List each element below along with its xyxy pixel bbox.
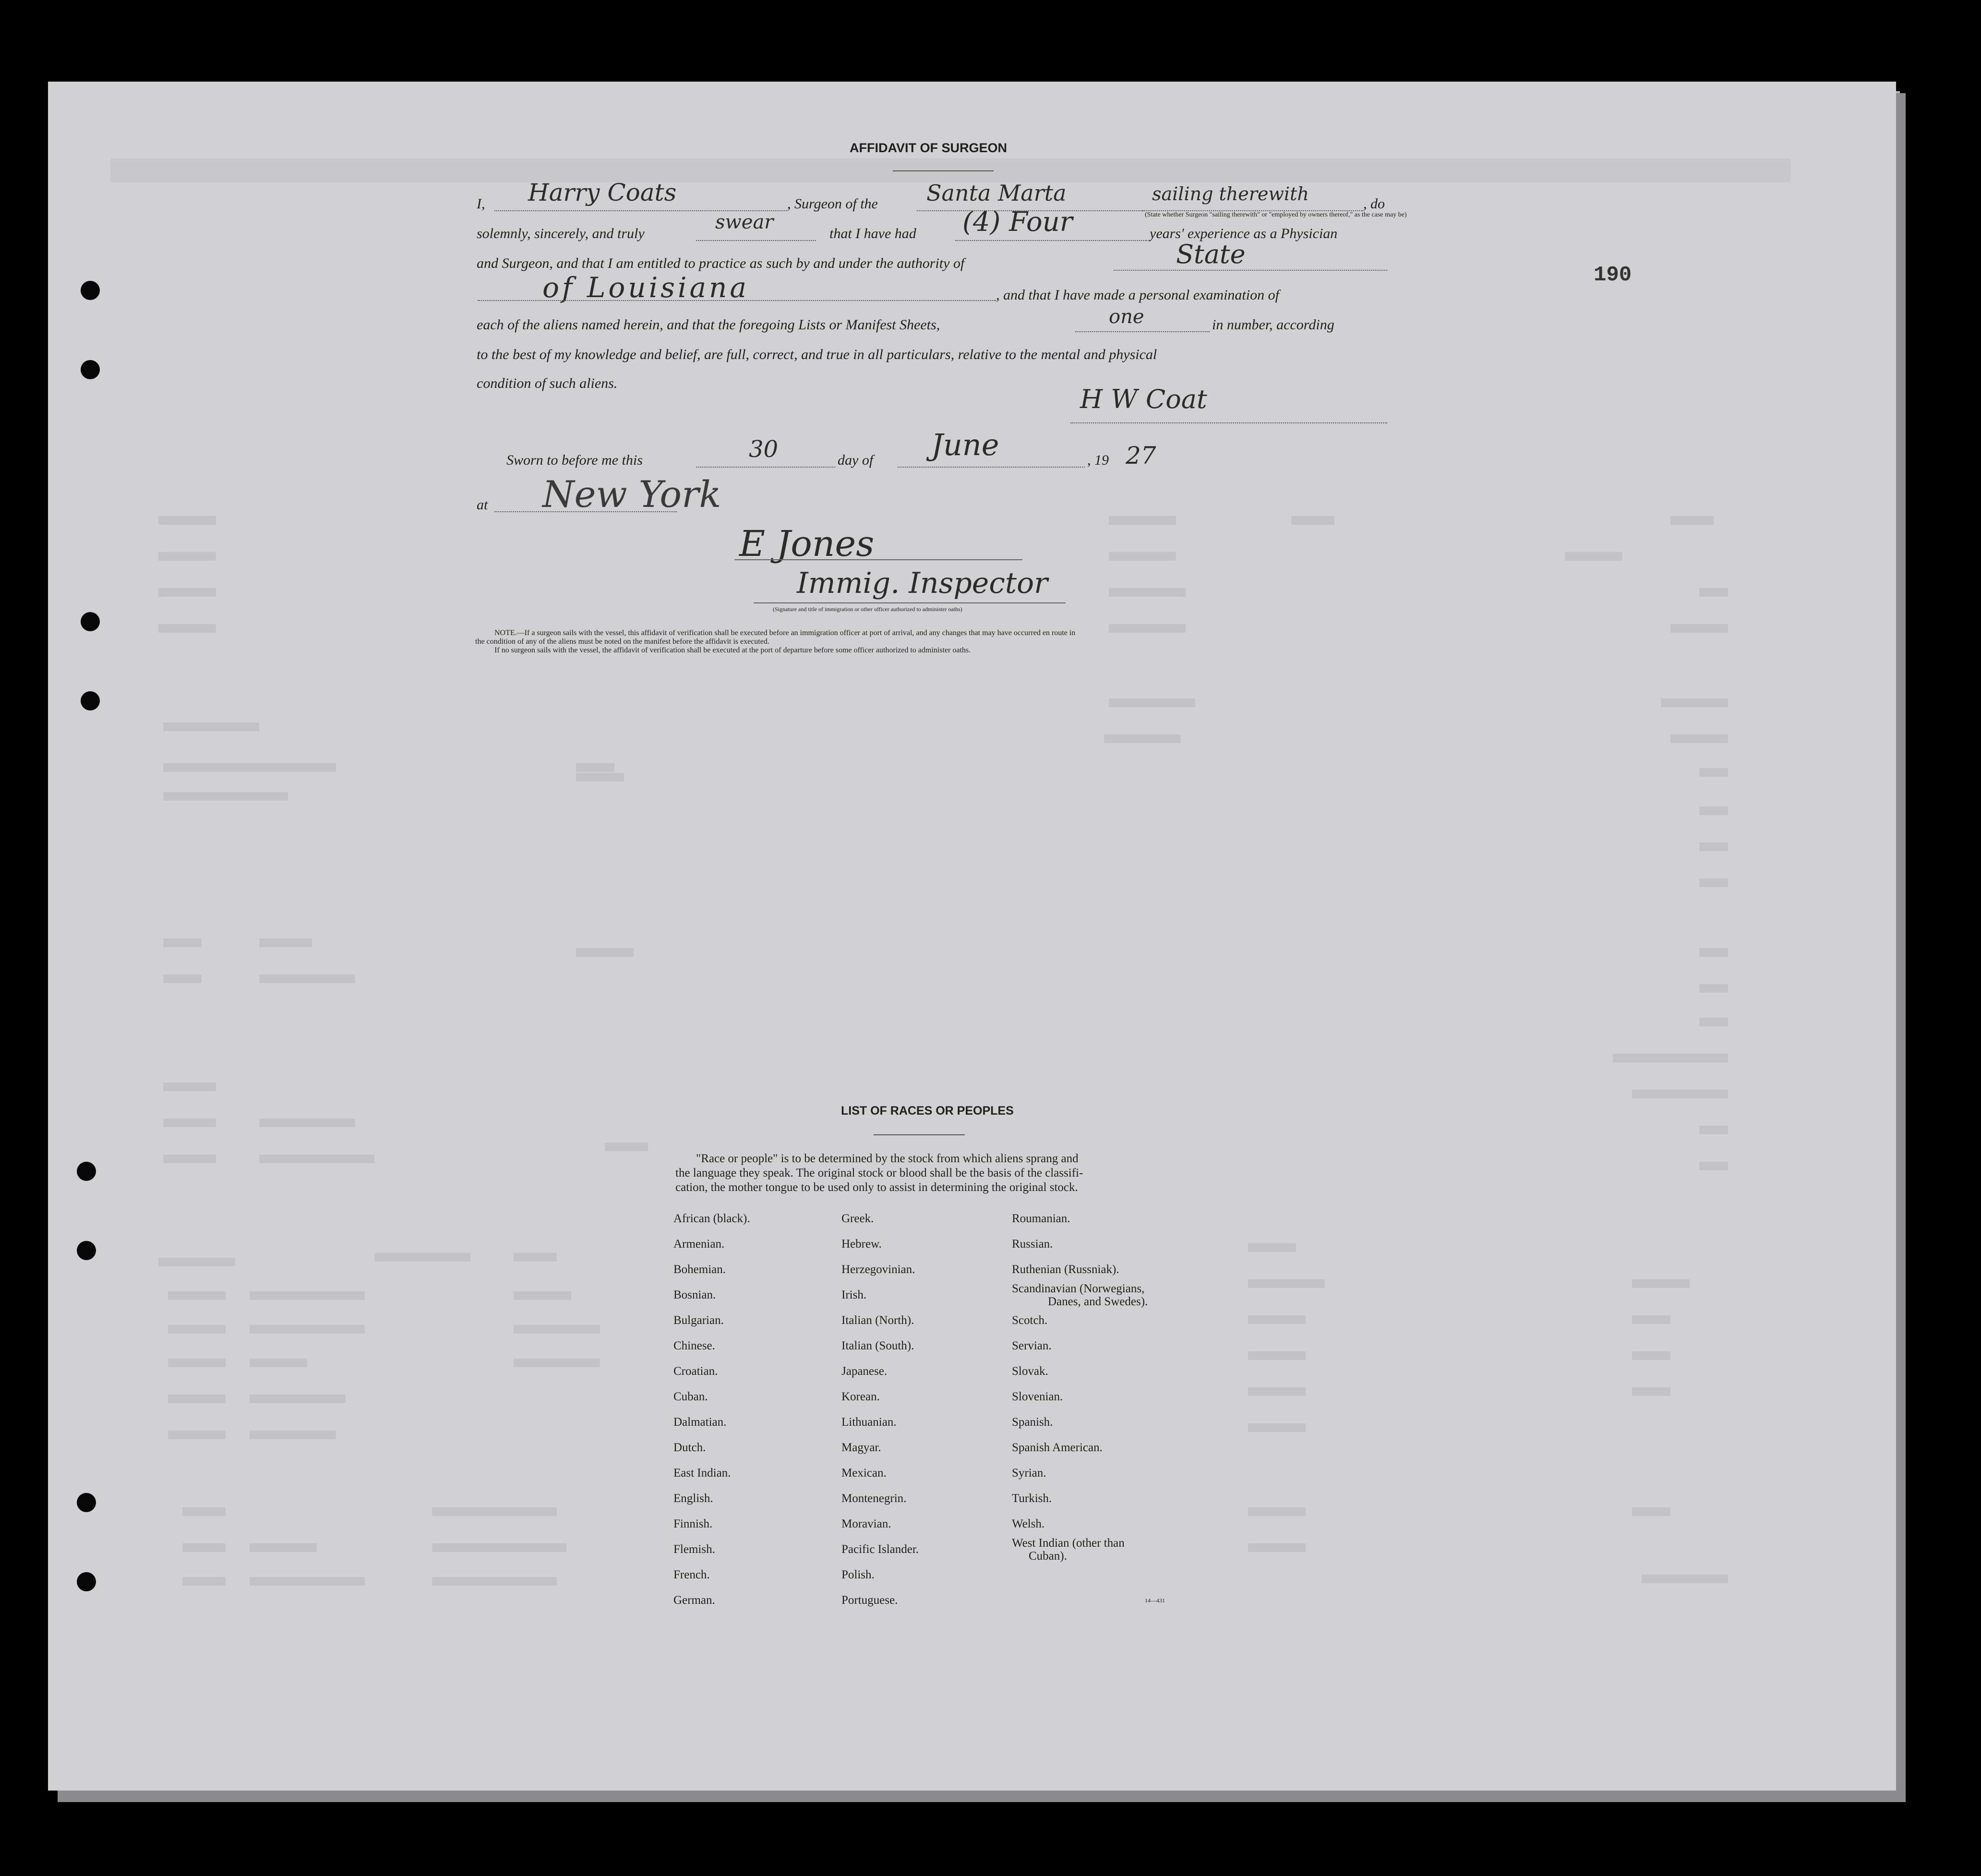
race-item: Finnish. [673,1517,713,1530]
race-item: Moravian. [841,1517,891,1530]
race-item: Bohemian. [673,1263,726,1276]
fill-line [696,467,835,468]
fill-line [898,467,1085,468]
signature-line [754,602,1066,603]
punch-hole [81,691,100,710]
punch-hole [77,1162,96,1181]
race-item: Armenian. [673,1238,725,1251]
punch-hole [81,360,100,379]
race-item: Syrian. [1012,1467,1046,1479]
sworn-day: 30 [749,436,779,463]
role-note: (State whether Surgeon "sailing therewith" or "employed by owners thereof," as the case may be) [1145,211,1407,218]
sworn-month: June [931,427,999,462]
races-intro-line: the language they speak. The original stock or blood shall be the basis of the classifi- [675,1166,1083,1179]
fill-line [1075,331,1210,332]
race-item: Portuguese. [841,1594,898,1607]
text-line: , 19 [1087,452,1109,468]
vessel-name: Santa Marta [926,180,1067,206]
race-item: German. [673,1594,715,1607]
race-item: Magyar. [841,1441,881,1454]
authority-line-1: State [1176,239,1246,269]
race-item: Danes, and Swedes). [1048,1295,1148,1308]
race-item: Bulgarian. [673,1314,724,1327]
punch-hole [77,1572,96,1591]
sworn-place: New York [542,473,721,516]
manifest-sheet [48,82,1896,1791]
punch-hole [77,1241,96,1260]
punch-hole [77,1493,96,1512]
race-item: Russian. [1012,1238,1053,1251]
race-item: Irish. [841,1288,867,1301]
sworn-year: 27 [1126,442,1156,469]
race-item: Ruthenian (Russniak). [1012,1263,1119,1276]
note-line: the condition of any of the aliens must be noted on the manifest before the affidavit is executed. [475,637,769,646]
race-item: Korean. [841,1390,880,1403]
text-line: years' experience as a Physician [1150,226,1338,241]
race-item: Spanish. [1012,1416,1053,1429]
text-line: each of the aliens named herein, and that the foregoing Lists or Manifest Sheets, [477,317,940,333]
race-item: Croatian. [673,1365,718,1378]
text-line: , do [1363,196,1385,212]
text-line: day of [838,452,874,468]
race-item: Dutch. [673,1441,706,1454]
punch-hole [81,612,100,631]
race-item: Servian. [1012,1339,1052,1352]
text-line: in number, according [1212,317,1334,333]
text-line: , Surgeon of the [787,196,878,212]
race-item: Scandinavian (Norwegians, [1012,1282,1145,1295]
race-item: Slovak. [1012,1365,1048,1378]
race-item: Italian (North). [841,1314,914,1327]
race-item: Bosnian. [673,1288,716,1301]
race-item: African (black). [673,1212,750,1225]
punch-hole [81,281,100,300]
signature-line [734,559,1022,560]
race-item: West Indian (other than [1012,1537,1125,1550]
race-item: Mexican. [841,1467,887,1479]
race-item: Lithuanian. [841,1416,897,1429]
races-title: LIST OF RACES OR PEOPLES [841,1104,1014,1118]
fill-line [696,240,816,241]
race-item: Hebrew. [841,1238,882,1251]
surgeon-signature: H W Coat [1080,384,1207,414]
race-item: Japanese. [841,1365,888,1378]
officer-caption: (Signature and title of immigration or other officer authorized to administer oaths) [773,606,962,613]
fill-line [1114,270,1387,271]
fill-line [955,240,1147,241]
race-item: East Indian. [673,1467,731,1479]
surgeon-role: sailing therewith [1152,183,1309,204]
race-item: Herzegovinian. [841,1263,915,1276]
race-item: Cuban). [1029,1550,1067,1563]
years-experience: (4) Four [962,206,1073,238]
race-item: French. [673,1568,710,1581]
race-item: Scotch. [1012,1314,1048,1327]
divider [874,1134,965,1135]
race-item: Flemish. [673,1543,715,1556]
text-line: condition of such aliens. [477,375,618,391]
races-column-1 [673,1206,750,1613]
text-line: that I have had [829,226,916,241]
race-item: Montenegrin. [841,1492,907,1505]
race-item: Turkish. [1012,1492,1052,1505]
text-line: solemnly, sincerely, and truly [477,226,645,241]
race-item: Slovenian. [1012,1390,1063,1403]
race-item: Greek. [841,1212,874,1225]
race-item: Chinese. [673,1339,715,1352]
officer-title: Immig. Inspector [797,566,1048,600]
surgeon-name: Harry Coats [528,179,677,206]
text-line: at [477,497,488,513]
races-intro-line: cation, the mother tongue to be used only to assist in determining the original stock. [675,1181,1078,1194]
note-line: If no surgeon sails with the vessel, the affidavit of verification shall be executed at the port of departure before some officer authorized to administer oaths. [494,646,971,654]
race-item: Roumanian. [1012,1212,1070,1225]
race-item: English. [673,1492,713,1505]
race-item: Italian (South). [841,1339,914,1352]
note-line: NOTE.—If a surgeon sails with the vessel, this affidavit of verification shall be executed before an immigration officer at port of arrival, and any changes that may have occurred en route in [494,629,1076,637]
races-column-3 [1012,1206,1148,1562]
oath-type: swear [715,211,774,233]
race-item: Cuban. [673,1390,708,1403]
text-line: I, [477,196,485,212]
sheet-count: one [1109,306,1144,328]
races-column-2 [841,1206,919,1613]
text-line: , and that I have made a personal examination of [996,287,1279,303]
race-item: Welsh. [1012,1517,1045,1530]
fill-line [478,300,996,301]
authority-line-2: of Louisiana [542,271,749,304]
form-code: 14—431 [1145,1597,1165,1604]
text-line: Sworn to before me this [506,452,643,468]
officer-signature: E Jones [739,523,875,565]
text-line: to the best of my knowledge and belief, are full, correct, and true in all particulars, relative to the mental and physical [477,347,1157,362]
race-item: Spanish American. [1012,1441,1103,1454]
race-item: Dalmatian. [673,1416,727,1429]
race-item: Polish. [841,1568,875,1581]
race-item: Pacific Islander. [841,1543,919,1556]
races-intro-line: "Race or people" is to be determined by the stock from which aliens sprang and [696,1152,1079,1165]
divider [893,170,994,171]
text-line: and Surgeon, and that I am entitled to practice as such by and under the authority of [477,255,965,271]
page-number: 190 [1594,263,1632,287]
affidavit-title: AFFIDAVIT OF SURGEON [850,141,1007,155]
fill-line [494,511,677,512]
signature-line [1070,422,1387,423]
